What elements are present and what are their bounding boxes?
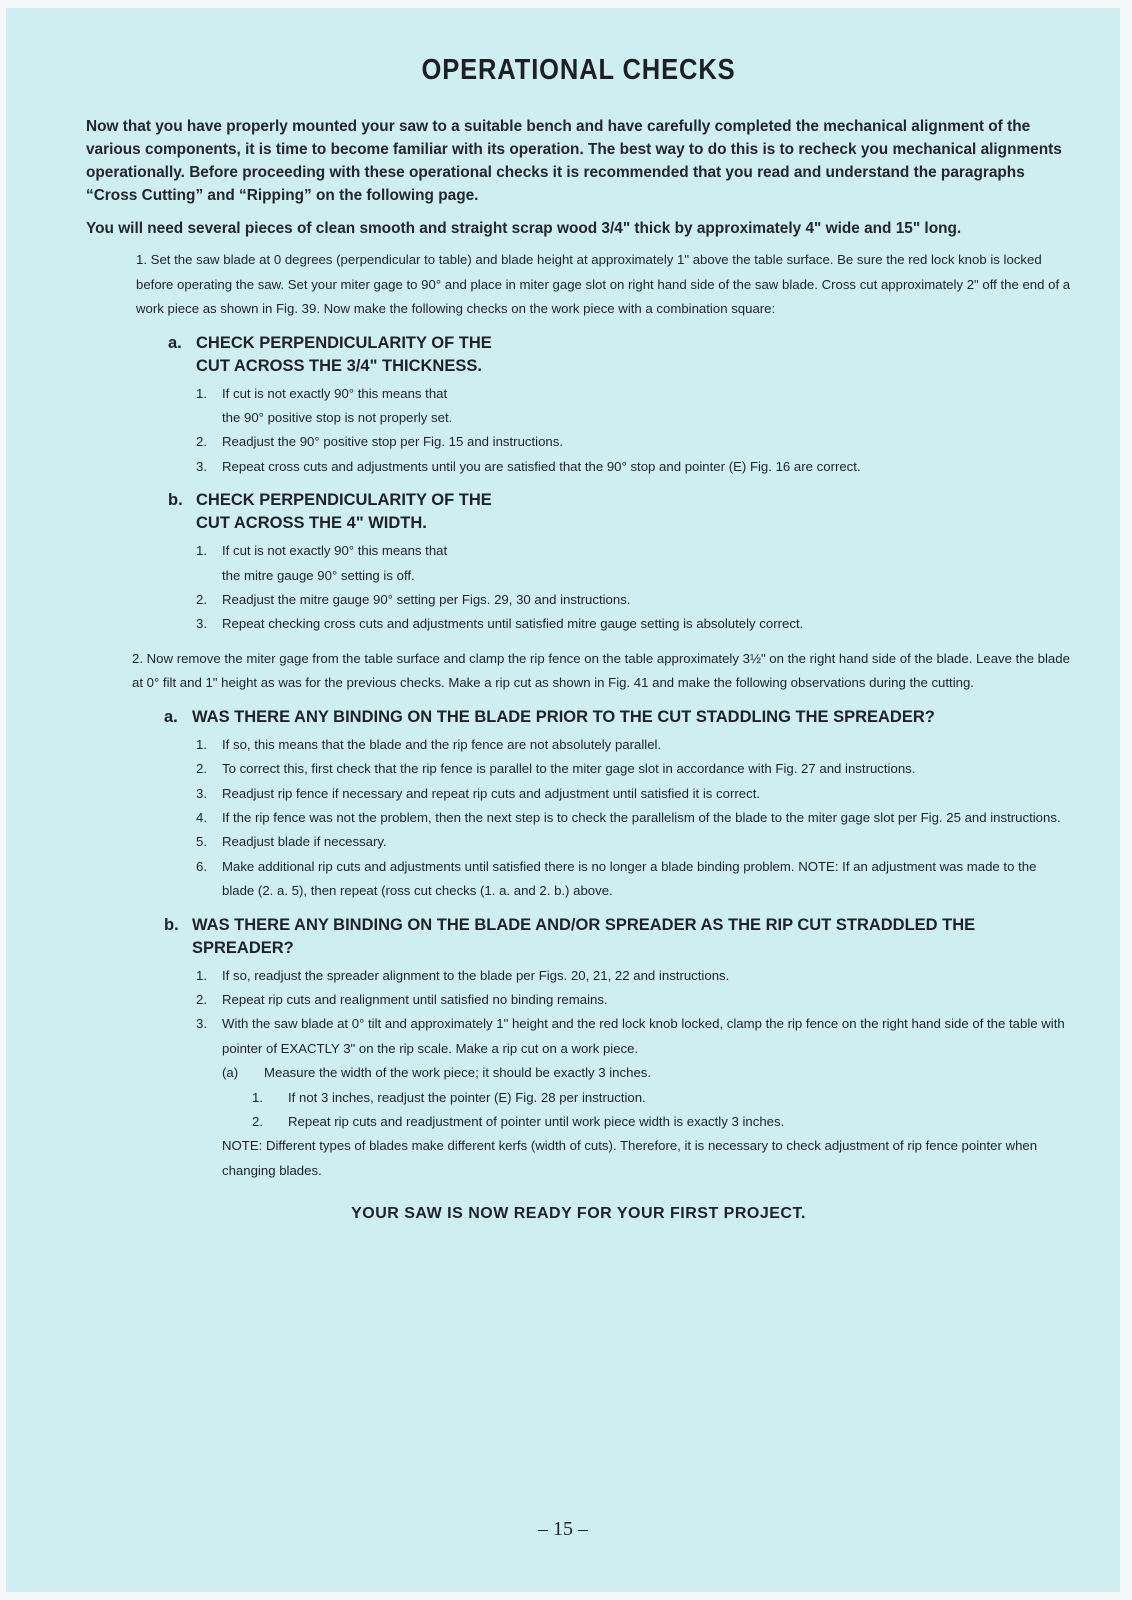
step-2b-heading: b. WAS THERE ANY BINDING ON THE BLADE AND/OR SPREADER AS THE RIP CUT STRADDLED THE SPREADER? — [164, 915, 976, 957]
step-2b-section — [86, 914, 1071, 1184]
list-item: 3. Repeat checking cross cuts and adjustments until satisfied mitre gauge setting is absolutely correct. — [196, 616, 804, 632]
list-item: 3. Repeat cross cuts and adjustments until you are satisfied that the 90° stop and pointer (E) Fig. 16 are correct. — [196, 458, 861, 474]
list-item: 1. If so, this means that the blade and the rip fence are not absolutely parallel. — [196, 736, 662, 752]
list-item: 1. If so, readjust the spreader alignment to the blade per Figs. 20, 21, 22 and instructions. — [196, 967, 730, 983]
sub-sub-list-item: 1. If not 3 inches, readjust the pointer (E) Fig. 28 per instruction. — [252, 1089, 646, 1105]
note-text: NOTE: Different types of blades make different kerfs (width of cuts). Therefore, it is necessary to check adjustment of rip fence pointer when changing blades. — [222, 1138, 1038, 1178]
list-item: 4. If the rip fence was not the problem, then the next step is to check the parallelism of the blade to the miter gage slot per Fig. 25 and instructions. — [196, 809, 1061, 825]
step-2a-heading: a. WAS THERE ANY BINDING ON THE BLADE PRIOR TO THE CUT STADDLING THE SPREADER? — [164, 707, 935, 726]
document-page — [6, 8, 1120, 1592]
list-item: 3. Readjust rip fence if necessary and repeat rip cuts and adjustment until satisfied it is correct. — [196, 785, 761, 801]
page-content — [86, 54, 1071, 1223]
step-1b-heading: b. CHECK PERPENDICULARITY OF THE CUT ACROSS THE 4" WIDTH. — [168, 491, 492, 533]
list-item: 5. Readjust blade if necessary. — [196, 834, 387, 850]
list-item: 3. With the saw blade at 0° tilt and approximately 1" height and the red lock knob locked, clamp the rip fence on the right hand side of the table with pointer of EXACTLY 3" on the rip scale. Make a rip cut on a work piece. — [196, 1016, 1065, 1056]
intro-paragraph-2: You will need several pieces of clean smooth and straight scrap wood 3/4" thick by approximately 4" wide and 15" long. — [86, 220, 962, 237]
page-title: OPERATIONAL CHECKS — [421, 54, 736, 86]
sub-sub-list-item: 2. Repeat rip cuts and readjustment of pointer until work piece width is exactly 3 inches. — [252, 1114, 785, 1130]
step-2-paragraph: 2. Now remove the miter gage from the table surface and clamp the rip fence on the table approximately 3½" on the right hand side of the blade. Leave the blade at 0° filt and 1" height as was for the previous checks. Make a rip cut as shown in Fig. 41 and make the following observations during the cutting. — [132, 650, 1070, 691]
list-item: 1. If cut is not exactly 90° this means that the mitre gauge 90° setting is off. — [196, 543, 448, 583]
step-1b-section — [86, 489, 1071, 637]
list-item: 2. Readjust the mitre gauge 90° setting per Figs. 29, 30 and instructions. — [196, 591, 631, 607]
list-item: 2. To correct this, first check that the rip fence is parallel to the miter gage slot in accordance with Fig. 27 and instructions. — [196, 761, 916, 777]
list-item: 2. Readjust the 90° positive stop per Fig. 15 and instructions. — [196, 434, 564, 450]
step-1-paragraph: 1. Set the saw blade at 0 degrees (perpendicular to table) and blade height at approximately 1" above the table surface. Be sure the red lock knob is locked before operating the saw. Set your miter gage to 90° and place in miter gage slot on right hand side of the saw blade. Cross cut approximately 2" off the end of a work piece as shown in Fig. 39. Now make the following checks on the work piece with a combination square: — [136, 252, 1071, 316]
step-2a-section — [86, 706, 1071, 904]
sub-list-item: (a) Measure the width of the work piece; it should be exactly 3 inches. — [222, 1065, 652, 1081]
list-item: 1. If cut is not exactly 90° this means that the 90° positive stop is not properly set. — [196, 385, 453, 425]
intro-paragraph-1: Now that you have properly mounted your saw to a suitable bench and have carefully completed the mechanical alignment of the various components, it is time to become familiar with its operation. The best way to do this is to recheck you mechanical alignments operationally. Before proceeding with these operational checks it is recommended that you read and understand the paragraphs “Cross Cutting” and “Ripping” on the following page. — [86, 118, 1062, 204]
closing-statement: YOUR SAW IS NOW READY FOR YOUR FIRST PROJECT. — [351, 1205, 806, 1223]
list-item: 2. Repeat rip cuts and realignment until satisfied no binding remains. — [196, 992, 608, 1007]
page-number: – 15 – — [538, 1518, 588, 1540]
list-item: 6. Make additional rip cuts and adjustments until satisfied there is no longer a blade binding problem. NOTE: If an adjustment was made to the blade (2. a. 5), then repeat (ross cut checks (1. a. and 2. b.) above. — [196, 858, 1037, 899]
step-1a-section — [86, 332, 1071, 480]
step-1a-heading: a. CHECK PERPENDICULARITY OF THE CUT ACROSS THE 3/4" THICKNESS. — [168, 333, 492, 375]
